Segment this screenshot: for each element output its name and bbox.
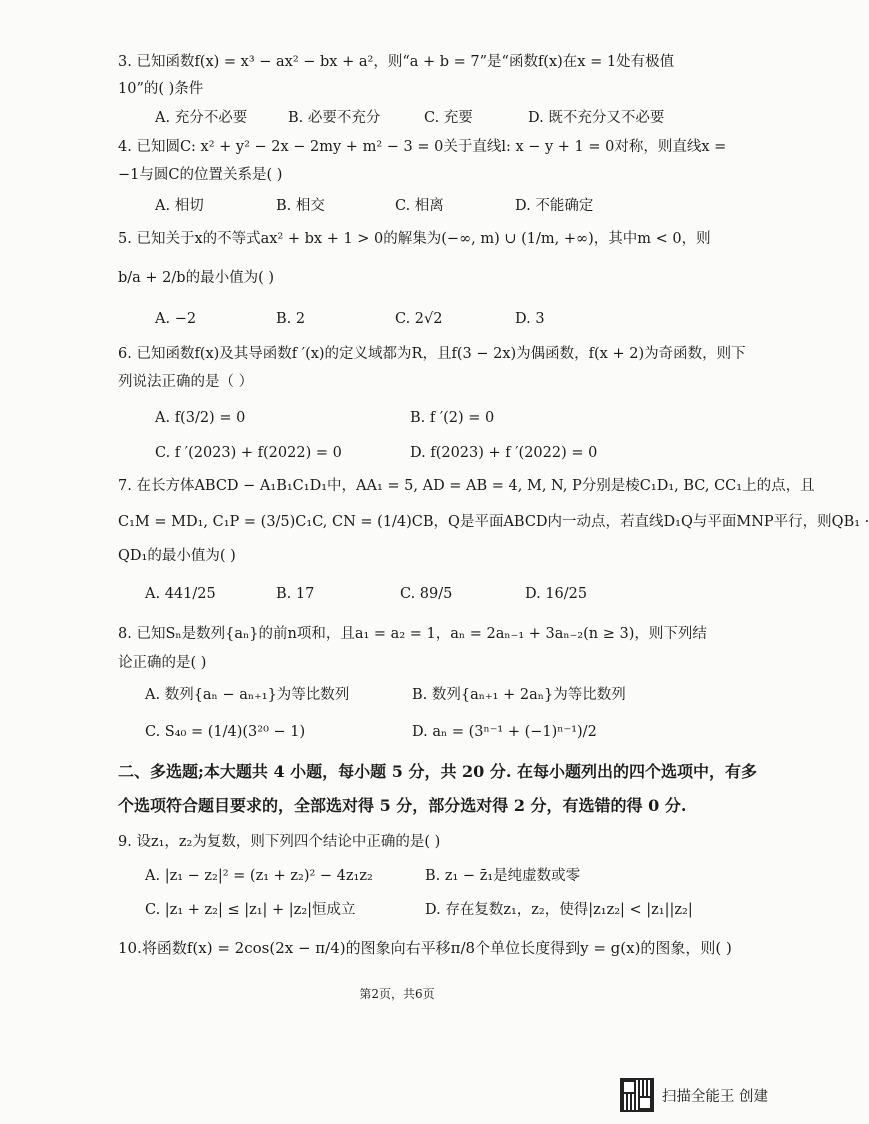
question-5-line-2: b/a + 2/b的最小值为( ): [118, 270, 274, 286]
question-5-option-b: B. 2: [276, 311, 306, 327]
question-8-option-d: D. aₙ = (3ⁿ⁻¹ + (−1)ⁿ⁻¹)/2: [412, 724, 597, 740]
question-3-option-c: C. 充要: [424, 110, 473, 126]
question-4-option-d: D. 不能确定: [515, 198, 594, 214]
question-8-option-b: B. 数列{aₙ₊₁ + 2aₙ}为等比数列: [412, 687, 626, 703]
question-7-line-2: C₁M = MD₁, C₁P = (3/5)C₁C, CN = (1/4)CB，Q是平面ABCD内一动点，若直线D₁Q与平面MNP平行，则QB₁ ·: [118, 514, 869, 530]
question-7-line-1: 7. 在长方体ABCD − A₁B₁C₁D₁中，AA₁ = 5, AD = AB = 4, M, N, P分别是棱C₁D₁, BC, CC₁上的点，且: [118, 478, 815, 494]
qr-code-icon: [620, 1078, 654, 1112]
scanner-brand-text: 扫描全能王 创建: [661, 1088, 768, 1105]
question-8-line-1: 8. 已知Sₙ是数列{aₙ}的前n项和，且a₁ = a₂ = 1，aₙ = 2aₙ₋₁ + 3aₙ₋₂(n ≥ 3)，则下列结: [118, 626, 707, 642]
question-7-option-a: A. 441/25: [145, 586, 216, 602]
question-4-option-a: A. 相切: [155, 198, 204, 214]
question-8-option-c: C. S₄₀ = (1/4)(3²⁰ − 1): [145, 724, 306, 740]
question-6-line-2: 列说法正确的是（ ）: [118, 374, 254, 390]
question-6-option-a: A. f(3/2) = 0: [155, 410, 246, 426]
question-5-option-c: C. 2√2: [395, 311, 443, 327]
question-6-option-b: B. f ′(2) = 0: [410, 410, 495, 426]
section-2-heading-line-1: 二、多选题;本大题共 4 小题，每小题 5 分，共 20 分. 在每小题列出的四个选项中，有多: [118, 762, 758, 781]
question-6-option-d: D. f(2023) + f ′(2022) = 0: [410, 445, 598, 461]
question-8-line-2: 论正确的是( ): [118, 655, 207, 671]
question-9-line-1: 9. 设z₁，z₂为复数，则下列四个结论中正确的是( ): [118, 834, 441, 850]
question-3-line-1: 3. 已知函数f(x) = x³ − ax² − bx + a²，则“a + b = 7”是“函数f(x)在x = 1处有极值: [118, 54, 675, 70]
question-9-option-d: D. 存在复数z₁，z₂，使得|z₁z₂| < |z₁||z₂|: [425, 902, 693, 918]
question-4-option-c: C. 相离: [395, 198, 444, 214]
question-3-line-2: 10”的( )条件: [118, 81, 204, 97]
question-9-option-b: B. z₁ − z̄₁是纯虚数或零: [425, 868, 581, 884]
question-8-option-a: A. 数列{aₙ − aₙ₊₁}为等比数列: [145, 687, 350, 703]
question-6-option-c: C. f ′(2023) + f(2022) = 0: [155, 445, 342, 461]
scanner-watermark: [620, 1078, 768, 1112]
question-5-option-a: A. −2: [155, 311, 197, 327]
question-7-line-3: QD₁的最小值为( ): [118, 548, 236, 564]
question-5-line-1: 5. 已知关于x的不等式ax² + bx + 1 > 0的解集为(−∞, m) ∪ (1/m, +∞)，其中m < 0，则: [118, 231, 711, 247]
question-3-option-d: D. 既不充分又不必要: [528, 110, 665, 126]
question-3-option-b: B. 必要不充分: [288, 110, 381, 126]
question-5-option-d: D. 3: [515, 311, 545, 327]
question-4-line-2: −1与圆C的位置关系是( ): [118, 167, 283, 183]
section-2-heading-line-2: 个选项符合题目要求的，全部选对得 5 分，部分选对得 2 分，有选错的得 0 分.: [118, 796, 687, 815]
page-number: 第2页，共6页: [359, 987, 435, 1001]
question-10-line-1: 10.将函数f(x) = 2cos(2x − π/4)的图象向右平移π/8个单位长度得到y = g(x)的图象，则( ): [118, 939, 732, 957]
question-9-option-a: A. |z₁ − z₂|² = (z₁ + z₂)² − 4z₁z₂: [145, 868, 373, 884]
question-4-line-1: 4. 已知圆C: x² + y² − 2x − 2my + m² − 3 = 0关于直线l: x − y + 1 = 0对称，则直线x =: [118, 139, 727, 155]
question-9-option-c: C. |z₁ + z₂| ≤ |z₁| + |z₂|恒成立: [145, 902, 356, 918]
question-7-option-d: D. 16/25: [525, 586, 588, 602]
question-7-option-b: B. 17: [276, 586, 315, 602]
question-7-option-c: C. 89/5: [400, 586, 453, 602]
question-4-option-b: B. 相交: [276, 198, 325, 214]
question-6-line-1: 6. 已知函数f(x)及其导函数f ′(x)的定义域都为R，且f(3 − 2x)为偶函数，f(x + 2)为奇函数，则下: [118, 346, 746, 362]
question-3-option-a: A. 充分不必要: [155, 110, 248, 126]
